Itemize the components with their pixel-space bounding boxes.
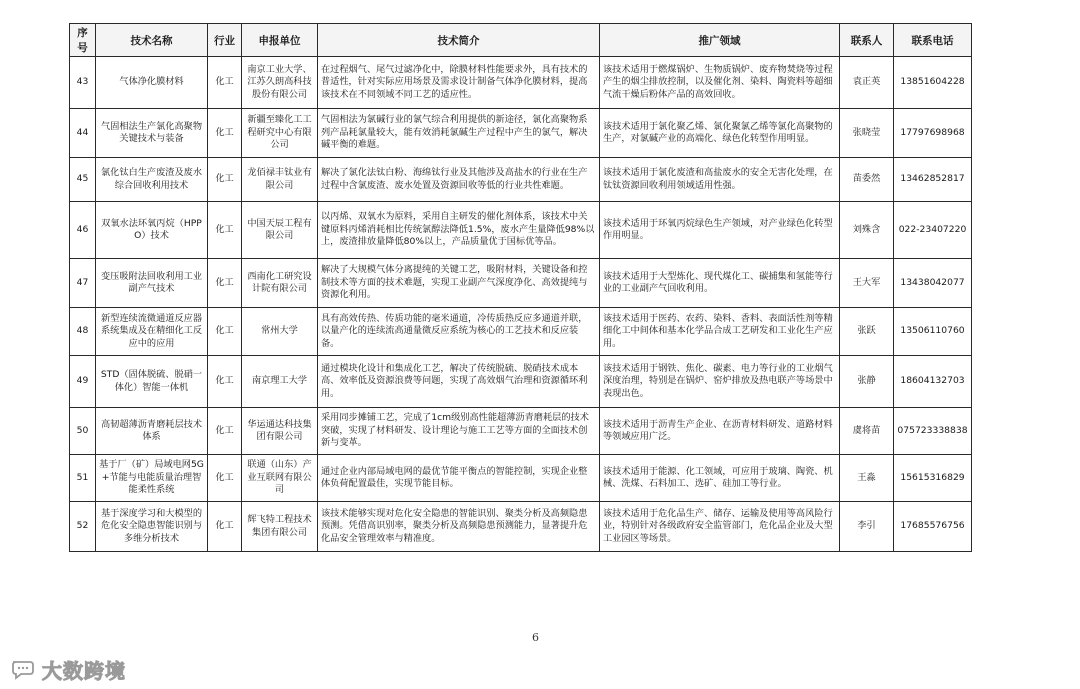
row-phone: 15615316829 (894, 455, 972, 502)
row-industry: 化工 (208, 158, 242, 202)
watermark-text: 大数跨境 (42, 659, 126, 683)
row-contact: 苗委然 (840, 158, 894, 202)
watermark (10, 655, 126, 684)
row-field: 该技术适用于沥青生产企业、在沥青材料研发、道路材料等领域应用广泛。 (600, 408, 840, 455)
row-no: 50 (70, 408, 96, 455)
row-phone: 022-23407220 (894, 202, 972, 259)
header-phone: 联系电话 (894, 24, 972, 57)
row-intro: 解决了大规模气体分离提纯的关键工艺，吸附材料，关键设备和控制技术等方面的技术难题，实现工业副产气深度净化、高效提纯与资源化利用。 (318, 259, 600, 308)
row-no: 47 (70, 259, 96, 308)
row-intro: 该技术能够实现对危化安全隐患的智能识别、聚类分析及高频隐患预测。凭借高识别率，聚类分析及高频隐患预测能力，显著提升危化品安全管理效率与精准度。 (318, 502, 600, 552)
row-tech-name: 基于厂（矿）局域电网5G+节能与电能质量治理智能柔性系统 (96, 455, 208, 502)
row-field: 该技术适用于危化品生产、储存、运输及使用等高风险行业，特别针对各级政府安全监管部门，危化品企业及大型工业园区等场景。 (600, 502, 840, 552)
header-name: 技术名称 (96, 24, 208, 57)
row-no: 49 (70, 356, 96, 408)
table-row (70, 202, 972, 259)
row-intro: 在过程烟气、尾气过滤净化中，除膜材料性能要求外，具有技术的普适性，针对实际应用场景及需求设计制备气体净化膜材料，提高该技术在不同领域不同工艺的适应性。 (318, 57, 600, 109)
row-contact: 王淼 (840, 455, 894, 502)
row-contact: 李引 (840, 502, 894, 552)
row-unit: 南京工业大学、江苏久朗高科技股份有限公司 (242, 57, 318, 109)
row-contact: 虞将苗 (840, 408, 894, 455)
row-contact: 王大军 (840, 259, 894, 308)
row-industry: 化工 (208, 502, 242, 552)
row-intro: 以丙烯、双氧水为原料，采用自主研发的催化剂体系，该技术中关键原料丙烯消耗相比传统氯醇法降低1.5%，废水产生量降低98%以上，废渣排放量降低80%以上，产品质量优于国标优等品。 (318, 202, 600, 259)
row-unit: 华运通达科技集团有限公司 (242, 408, 318, 455)
row-no: 44 (70, 109, 96, 158)
row-unit: 新疆至臻化工工程研究中心有限公司 (242, 109, 318, 158)
row-phone: 075723338838 (894, 408, 972, 455)
row-phone: 13506110760 (894, 308, 972, 356)
row-industry: 化工 (208, 308, 242, 356)
row-tech-name: 变压吸附法回收利用工业副产气技术 (96, 259, 208, 308)
row-industry: 化工 (208, 356, 242, 408)
row-tech-name: 新型连续流微通道反应器系统集成及在精细化工反应中的应用 (96, 308, 208, 356)
row-unit: 联通（山东）产业互联网有限公司 (242, 455, 318, 502)
header-industry: 行业 (208, 24, 242, 57)
row-field: 该技术适用于氯化聚乙烯、氯化聚氯乙烯等氯化高聚物的生产，对氯碱产业的高端化、绿色化转型作用明显。 (600, 109, 840, 158)
row-contact: 张跃 (840, 308, 894, 356)
row-unit: 辉飞特工程技术集团有限公司 (242, 502, 318, 552)
table-row (70, 158, 972, 202)
row-intro: 具有高效传热、传质功能的毫米通道，冷传质热反应多通道并联，以量产化的连续流高通量微反应系统为核心的工艺技术和反应装备。 (318, 308, 600, 356)
row-contact: 刘殊含 (840, 202, 894, 259)
table-row (70, 109, 972, 158)
header-no: 序号 (70, 24, 96, 57)
row-field: 该技术适用于能源、化工领域，可应用于玻璃、陶瓷、机械、洗煤、石料加工、选矿、硅加工等行业。 (600, 455, 840, 502)
table-row (70, 356, 972, 408)
row-tech-name: 双氧水法环氧丙烷（HPPO）技术 (96, 202, 208, 259)
row-tech-name: 高韧超薄沥青磨耗层技术体系 (96, 408, 208, 455)
header-intro: 技术简介 (318, 24, 600, 57)
row-contact: 张静 (840, 356, 894, 408)
row-tech-name: 基于深度学习和大模型的危化安全隐患智能识别与多维分析技术 (96, 502, 208, 552)
row-tech-name: 气固相法生产氯化高聚物关键技术与装备 (96, 109, 208, 158)
row-no: 46 (70, 202, 96, 259)
row-contact: 张晓莹 (840, 109, 894, 158)
row-industry: 化工 (208, 455, 242, 502)
row-tech-name: 气体净化膜材料 (96, 57, 208, 109)
row-no: 51 (70, 455, 96, 502)
row-phone: 13851604228 (894, 57, 972, 109)
technology-table (69, 23, 972, 552)
header-field: 推广领域 (600, 24, 840, 57)
row-intro: 气固相法为氯碱行业的氯气综合利用提供的新途径，氯化高聚物系列产品耗氯量较大，能有效消耗氯碱生产过程中产生的氯气，解决碱平衡的难题。 (318, 109, 600, 158)
table-header (70, 24, 972, 57)
row-unit: 常州大学 (242, 308, 318, 356)
table-row (70, 308, 972, 356)
header-unit: 申报单位 (242, 24, 318, 57)
table-row (70, 259, 972, 308)
row-tech-name: 氯化钛白生产废渣及废水综合回收利用技术 (96, 158, 208, 202)
row-phone: 13462852817 (894, 158, 972, 202)
row-no: 48 (70, 308, 96, 356)
row-field: 该技术适用于大型炼化、现代煤化工、碳捕集和氢能等行业的工业副产气回收利用。 (600, 259, 840, 308)
row-intro: 通过企业内部局域电网的最优节能平衡点的智能控制，实现企业整体负荷配置最佳，实现节能目标。 (318, 455, 600, 502)
row-field: 该技术适用于燃煤锅炉、生物质锅炉、废弃物焚烧等过程产生的烟尘排放控制，以及催化剂、染料、陶瓷料等超细气流干燥后粉体产品的高效回收。 (600, 57, 840, 109)
row-field: 该技术适用于医药、农药、染料、香料、表面活性剂等精细化工中间体和基本化学品合成工艺研发和工业化生产应用。 (600, 308, 840, 356)
row-no: 52 (70, 502, 96, 552)
row-industry: 化工 (208, 57, 242, 109)
table-row (70, 408, 972, 455)
row-unit: 西南化工研究设计院有限公司 (242, 259, 318, 308)
chat-bubble-icon (10, 659, 36, 681)
row-industry: 化工 (208, 408, 242, 455)
row-unit: 南京理工大学 (242, 356, 318, 408)
row-unit: 龙佰禄丰钛业有限公司 (242, 158, 318, 202)
row-industry: 化工 (208, 259, 242, 308)
row-phone: 17797698968 (894, 109, 972, 158)
row-intro: 通过模块化设计和集成化工艺，解决了传统脱硫、脱硝技术成本高、效率低及资源浪费等问题，实现了高效烟气治理和资源循环利用。 (318, 356, 600, 408)
row-intro: 采用同步摊铺工艺，完成了1cm级别高性能超薄沥青磨耗层的技术突破，实现了材料研发、设计理论与施工工艺等方面的全面技术创新与变革。 (318, 408, 600, 455)
table-row (70, 455, 972, 502)
row-no: 43 (70, 57, 96, 109)
row-no: 45 (70, 158, 96, 202)
row-tech-name: STD（固体脱硫、脱硝一体化）智能一体机 (96, 356, 208, 408)
page-number: 6 (532, 631, 539, 644)
row-field: 该技术适用于环氧丙烷绿色生产领域，对产业绿色化转型作用明显。 (600, 202, 840, 259)
row-unit: 中国天辰工程有限公司 (242, 202, 318, 259)
row-phone: 18604132703 (894, 356, 972, 408)
row-industry: 化工 (208, 109, 242, 158)
header-contact: 联系人 (840, 24, 894, 57)
row-industry: 化工 (208, 202, 242, 259)
row-field: 该技术适用于钢铁、焦化、碳素、电力等行业的工业烟气深度治理，特别是在锅炉、窑炉排放及热电联产等场景中表现出色。 (600, 356, 840, 408)
row-intro: 解决了氯化法钛白粉、海绵钛行业及其他涉及高盐水的行业在生产过程中含氯废渣、废水处置及资源回收等低的行业共性难题。 (318, 158, 600, 202)
row-contact: 袁正英 (840, 57, 894, 109)
table-row (70, 57, 972, 109)
table-body (70, 57, 972, 552)
row-field: 该技术适用于氯化废渣和高盐废水的安全无害化处理，在钛钛资源回收利用领域适用性强。 (600, 158, 840, 202)
row-phone: 17685576756 (894, 502, 972, 552)
table-row (70, 502, 972, 552)
row-phone: 13438042077 (894, 259, 972, 308)
